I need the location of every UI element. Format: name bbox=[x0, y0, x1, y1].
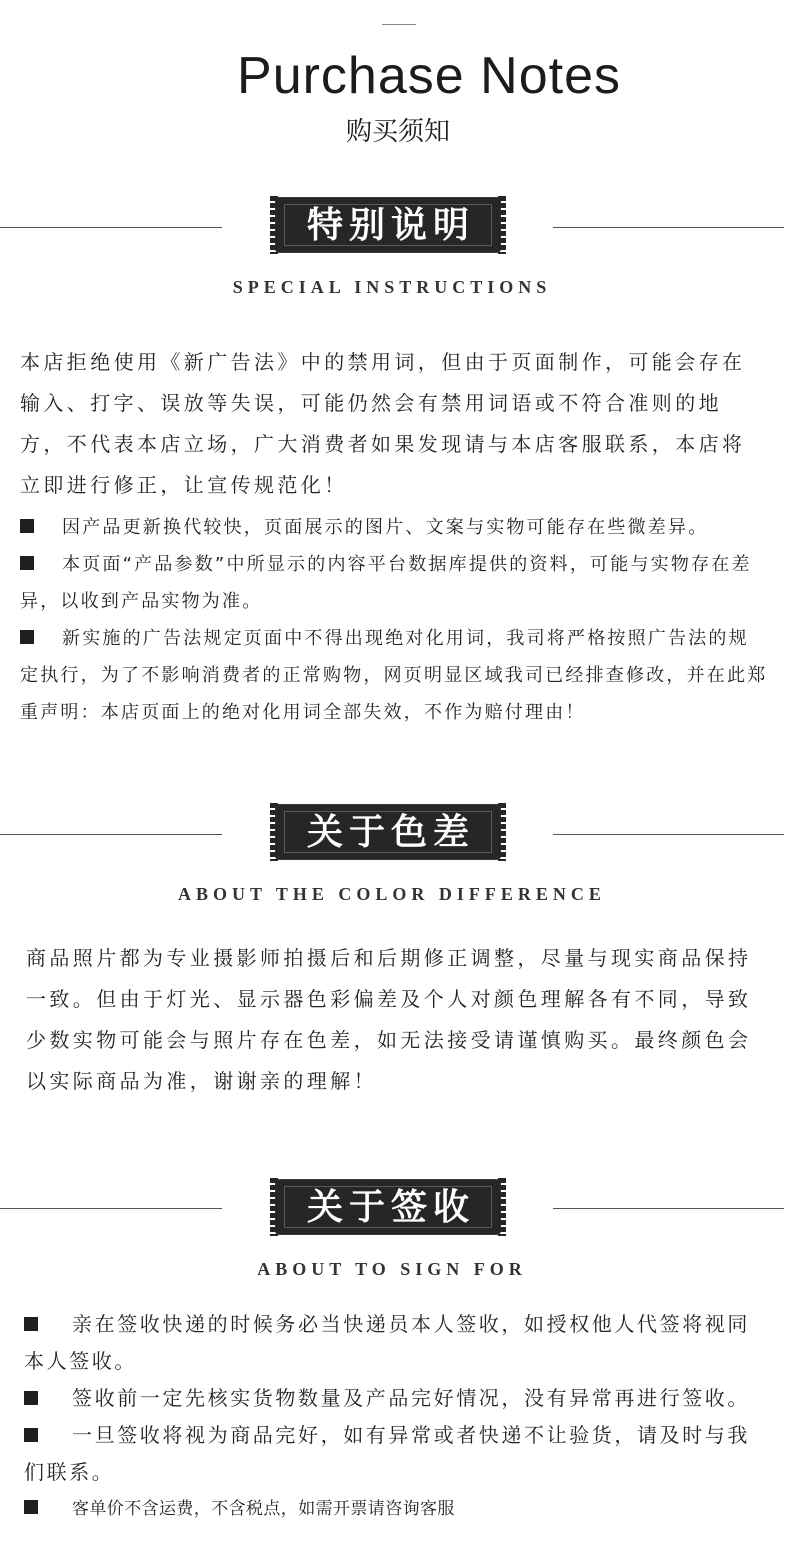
section-2-badge bbox=[270, 803, 506, 861]
list-item-text: 客单价不含运费，不含税点，如需开票请咨询客服 bbox=[72, 1499, 455, 1519]
list-item bbox=[20, 620, 768, 731]
section-1-paragraph: 本店拒绝使用《新广告法》中的禁用词，但由于页面制作，可能会存在输入、打字、误放等失误，可能仍然会有禁用词语或不符合准则的地方，不代表本店立场，广大消费者如果发现请与本店客服联系，本店将立即进行修正，让宣传规范化！ bbox=[20, 350, 746, 497]
section-1-left-rule bbox=[0, 227, 222, 228]
section-2-badge-label: 关于色差 bbox=[306, 811, 475, 853]
square-bullet-icon bbox=[20, 630, 34, 644]
section-1-right-rule bbox=[553, 227, 784, 228]
list-item bbox=[24, 1380, 772, 1417]
list-item-text: 新实施的广告法规定页面中不得出现绝对化用词，我司将严格按照广告法的规定执行，为了不影响消费者的正常购物，网页明显区域我司已经排查修改，并在此郑重声明：本店页面上的绝对化用词全部失效，不作为赔付理由！ bbox=[20, 628, 768, 723]
section-3-badge-label: 关于签收 bbox=[306, 1186, 475, 1228]
section-2-paragraph: 商品照片都为专业摄影师拍摄后和后期修正调整，尽量与现实商品保持一致。但由于灯光、显示器色彩偏差及个人对颜色理解各有不同，导致少数实物可能会与照片存在色差，如无法接受请谨慎购买。最终颜色会以实际商品为准，谢谢亲的理解！ bbox=[26, 946, 752, 1093]
top-divider bbox=[382, 24, 416, 25]
page-title: Purchase Notes bbox=[237, 47, 621, 105]
section-2-subtitle: ABOUT THE COLOR DIFFERENCE bbox=[178, 884, 606, 904]
section-2-right-rule bbox=[553, 834, 784, 835]
section-1-subtitle: SPECIAL INSTRUCTIONS bbox=[232, 277, 552, 297]
square-bullet-icon bbox=[24, 1317, 38, 1331]
list-item bbox=[20, 546, 768, 620]
section-3-badge bbox=[270, 1178, 506, 1236]
list-item-text: 一旦签收将视为商品完好，如有异常或者快递不让验货，请及时与我们联系。 bbox=[24, 1423, 750, 1484]
square-bullet-icon bbox=[24, 1500, 38, 1514]
list-item-text: 签收前一定先核实货物数量及产品完好情况，没有异常再进行签收。 bbox=[72, 1386, 750, 1410]
section-2-left-rule bbox=[0, 834, 222, 835]
square-bullet-icon bbox=[24, 1428, 38, 1442]
list-item bbox=[24, 1417, 772, 1491]
section-3-subtitle: ABOUT TO SIGN FOR bbox=[257, 1259, 527, 1279]
list-item bbox=[24, 1306, 772, 1380]
square-bullet-icon bbox=[24, 1391, 38, 1405]
section-1-bullet-list bbox=[20, 509, 768, 731]
section-1-badge bbox=[270, 196, 506, 254]
square-bullet-icon bbox=[20, 556, 34, 570]
list-item-text: 因产品更新换代较快，页面展示的图片、文案与实物可能存在些微差异。 bbox=[62, 517, 709, 538]
section-3-right-rule bbox=[553, 1208, 784, 1209]
list-item-text: 亲在签收快递的时候务必当快递员本人签收，如授权他人代签将视同本人签收。 bbox=[24, 1312, 750, 1373]
section-3-left-rule bbox=[0, 1208, 222, 1209]
section-1-badge-label: 特别说明 bbox=[306, 204, 475, 246]
list-item-text: 本页面“产品参数”中所显示的内容平台数据库提供的资料，可能与实物存在差异，以收到产品实物为准。 bbox=[20, 554, 752, 612]
list-item bbox=[20, 509, 768, 546]
page-subtitle: 购买须知 bbox=[345, 117, 450, 147]
section-3-bullet-list bbox=[24, 1306, 772, 1528]
square-bullet-icon bbox=[20, 519, 34, 533]
list-item bbox=[24, 1491, 772, 1528]
